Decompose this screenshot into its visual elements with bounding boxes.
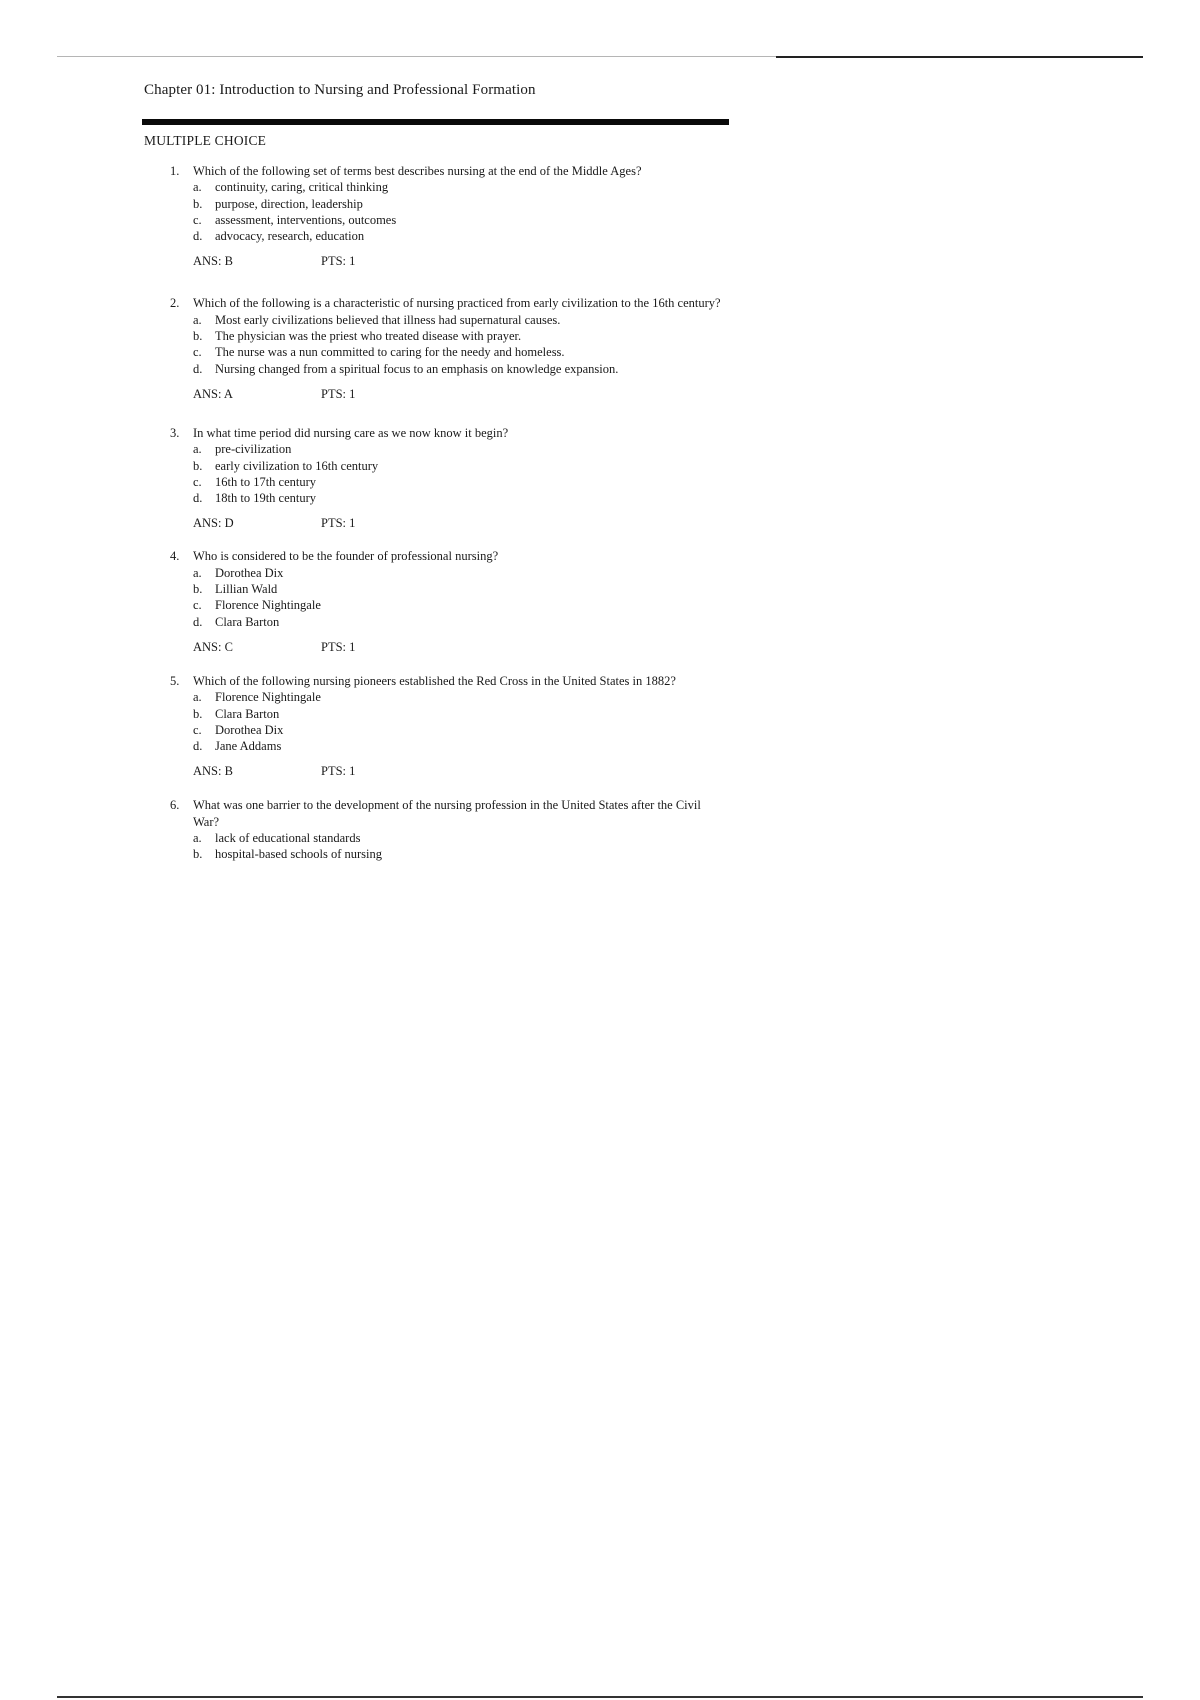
option-letter: d. bbox=[193, 229, 203, 244]
option-a bbox=[193, 689, 726, 705]
question-6 bbox=[166, 797, 726, 862]
option-text: The nurse was a nun committed to caring for the needy and homeless. bbox=[215, 345, 565, 360]
question-2 bbox=[166, 295, 726, 401]
answer-key: ANS: B bbox=[193, 254, 233, 269]
question-stem: Which of the following set of terms best describes nursing at the end of the Middle Ages? bbox=[193, 164, 642, 178]
option-letter: b. bbox=[193, 582, 203, 597]
option-text: hospital-based schools of nursing bbox=[215, 847, 382, 862]
option-text: assessment, interventions, outcomes bbox=[215, 212, 397, 227]
option-d bbox=[193, 361, 726, 377]
question-1 bbox=[166, 163, 726, 269]
option-d bbox=[193, 490, 726, 506]
question-3 bbox=[166, 425, 726, 531]
points: PTS: 1 bbox=[321, 639, 356, 654]
option-letter: b. bbox=[193, 706, 203, 721]
option-a bbox=[193, 830, 726, 846]
option-letter: b. bbox=[193, 458, 203, 473]
bottom-rule bbox=[57, 1696, 1143, 1698]
question-stem: Which of the following nursing pioneers established the Red Cross in the United States in 1882? bbox=[193, 673, 676, 688]
option-text: 18th to 19th century bbox=[215, 491, 317, 506]
option-list bbox=[193, 441, 726, 506]
top-rule-accent bbox=[776, 56, 1143, 58]
option-text: Dorothea Dix bbox=[215, 722, 284, 737]
question-4 bbox=[166, 548, 726, 654]
option-text: lack of educational standards bbox=[215, 831, 361, 846]
option-text: Most early civilizations believed that illness had supernatural causes. bbox=[215, 312, 561, 327]
option-list bbox=[193, 830, 726, 863]
answer-key: ANS: C bbox=[193, 639, 233, 654]
option-text: Florence Nightingale bbox=[215, 690, 321, 705]
option-c bbox=[193, 597, 726, 613]
answer-row bbox=[193, 253, 726, 269]
answer-row bbox=[193, 515, 726, 531]
option-letter: c. bbox=[193, 212, 202, 227]
option-d bbox=[193, 614, 726, 630]
option-text: Clara Barton bbox=[215, 614, 280, 629]
answer-key: ANS: D bbox=[193, 516, 234, 531]
question-number: 3. bbox=[170, 425, 180, 440]
option-d bbox=[193, 738, 726, 754]
option-text: advocacy, research, education bbox=[215, 229, 365, 244]
option-text: continuity, caring, critical thinking bbox=[215, 180, 389, 195]
option-text: Florence Nightingale bbox=[215, 598, 321, 613]
answer-key: ANS: B bbox=[193, 764, 233, 779]
option-letter: d. bbox=[193, 614, 203, 629]
question-number: 4. bbox=[170, 549, 180, 564]
option-text: Clara Barton bbox=[215, 706, 280, 721]
option-letter: c. bbox=[193, 345, 202, 360]
option-text: The physician was the priest who treated disease with prayer. bbox=[215, 329, 522, 344]
option-letter: b. bbox=[193, 329, 203, 344]
option-d bbox=[193, 228, 726, 244]
question-number: 1. bbox=[170, 164, 180, 178]
points: PTS: 1 bbox=[321, 764, 356, 779]
option-letter: a. bbox=[193, 565, 202, 580]
option-letter: a. bbox=[193, 312, 202, 327]
question-number: 6. bbox=[170, 798, 180, 813]
option-b bbox=[193, 581, 726, 597]
option-a bbox=[193, 312, 726, 328]
option-b bbox=[193, 196, 726, 212]
answer-row bbox=[193, 386, 726, 402]
option-c bbox=[193, 344, 726, 360]
option-letter: c. bbox=[193, 722, 202, 737]
points: PTS: 1 bbox=[321, 516, 356, 531]
points: PTS: 1 bbox=[321, 386, 356, 401]
option-text: Jane Addams bbox=[215, 739, 282, 754]
option-letter: a. bbox=[193, 690, 202, 705]
option-a bbox=[193, 565, 726, 581]
option-text: pre-civilization bbox=[215, 442, 292, 457]
option-c bbox=[193, 212, 726, 228]
option-letter: c. bbox=[193, 474, 202, 489]
option-letter: d. bbox=[193, 739, 203, 754]
option-b bbox=[193, 458, 726, 474]
option-text: Lillian Wald bbox=[215, 582, 278, 597]
option-list bbox=[193, 312, 726, 377]
option-a bbox=[193, 179, 726, 195]
option-text: purpose, direction, leadership bbox=[215, 196, 363, 211]
option-text: Dorothea Dix bbox=[215, 565, 284, 580]
option-letter: c. bbox=[193, 598, 202, 613]
points: PTS: 1 bbox=[321, 254, 356, 269]
title-bar bbox=[142, 119, 729, 125]
question-number: 5. bbox=[170, 673, 180, 688]
option-list bbox=[193, 565, 726, 630]
option-letter: d. bbox=[193, 491, 203, 506]
option-c bbox=[193, 722, 726, 738]
option-list bbox=[193, 179, 726, 244]
answer-row bbox=[193, 763, 726, 779]
option-text: Nursing changed from a spiritual focus to an emphasis on knowledge expansion. bbox=[215, 361, 619, 376]
question-list bbox=[166, 163, 726, 863]
option-a bbox=[193, 441, 726, 457]
answer-key: ANS: A bbox=[193, 386, 233, 401]
option-letter: a. bbox=[193, 442, 202, 457]
question-number: 2. bbox=[170, 296, 180, 311]
question-stem: In what time period did nursing care as we now know it begin? bbox=[193, 425, 509, 440]
option-letter: b. bbox=[193, 847, 203, 862]
option-letter: a. bbox=[193, 180, 202, 195]
option-text: early civilization to 16th century bbox=[215, 458, 379, 473]
question-stem: Which of the following is a characteristic of nursing practiced from early civilization to the 16th century? bbox=[193, 296, 721, 311]
option-b bbox=[193, 328, 726, 344]
question-stem: What was one barrier to the development of the nursing profession in the United States after the Civil War? bbox=[193, 798, 701, 829]
question-stem: Who is considered to be the founder of professional nursing? bbox=[193, 549, 499, 564]
answer-row bbox=[193, 639, 726, 655]
option-b bbox=[193, 846, 726, 862]
question-5 bbox=[166, 673, 726, 779]
chapter-title: Chapter 01: Introduction to Nursing and Professional Formation bbox=[144, 82, 536, 98]
option-b bbox=[193, 706, 726, 722]
option-letter: d. bbox=[193, 361, 203, 376]
option-list bbox=[193, 689, 726, 754]
option-letter: b. bbox=[193, 196, 203, 211]
option-letter: a. bbox=[193, 831, 202, 846]
option-text: 16th to 17th century bbox=[215, 474, 317, 489]
option-c bbox=[193, 474, 726, 490]
section-heading: MULTIPLE CHOICE bbox=[144, 133, 267, 148]
